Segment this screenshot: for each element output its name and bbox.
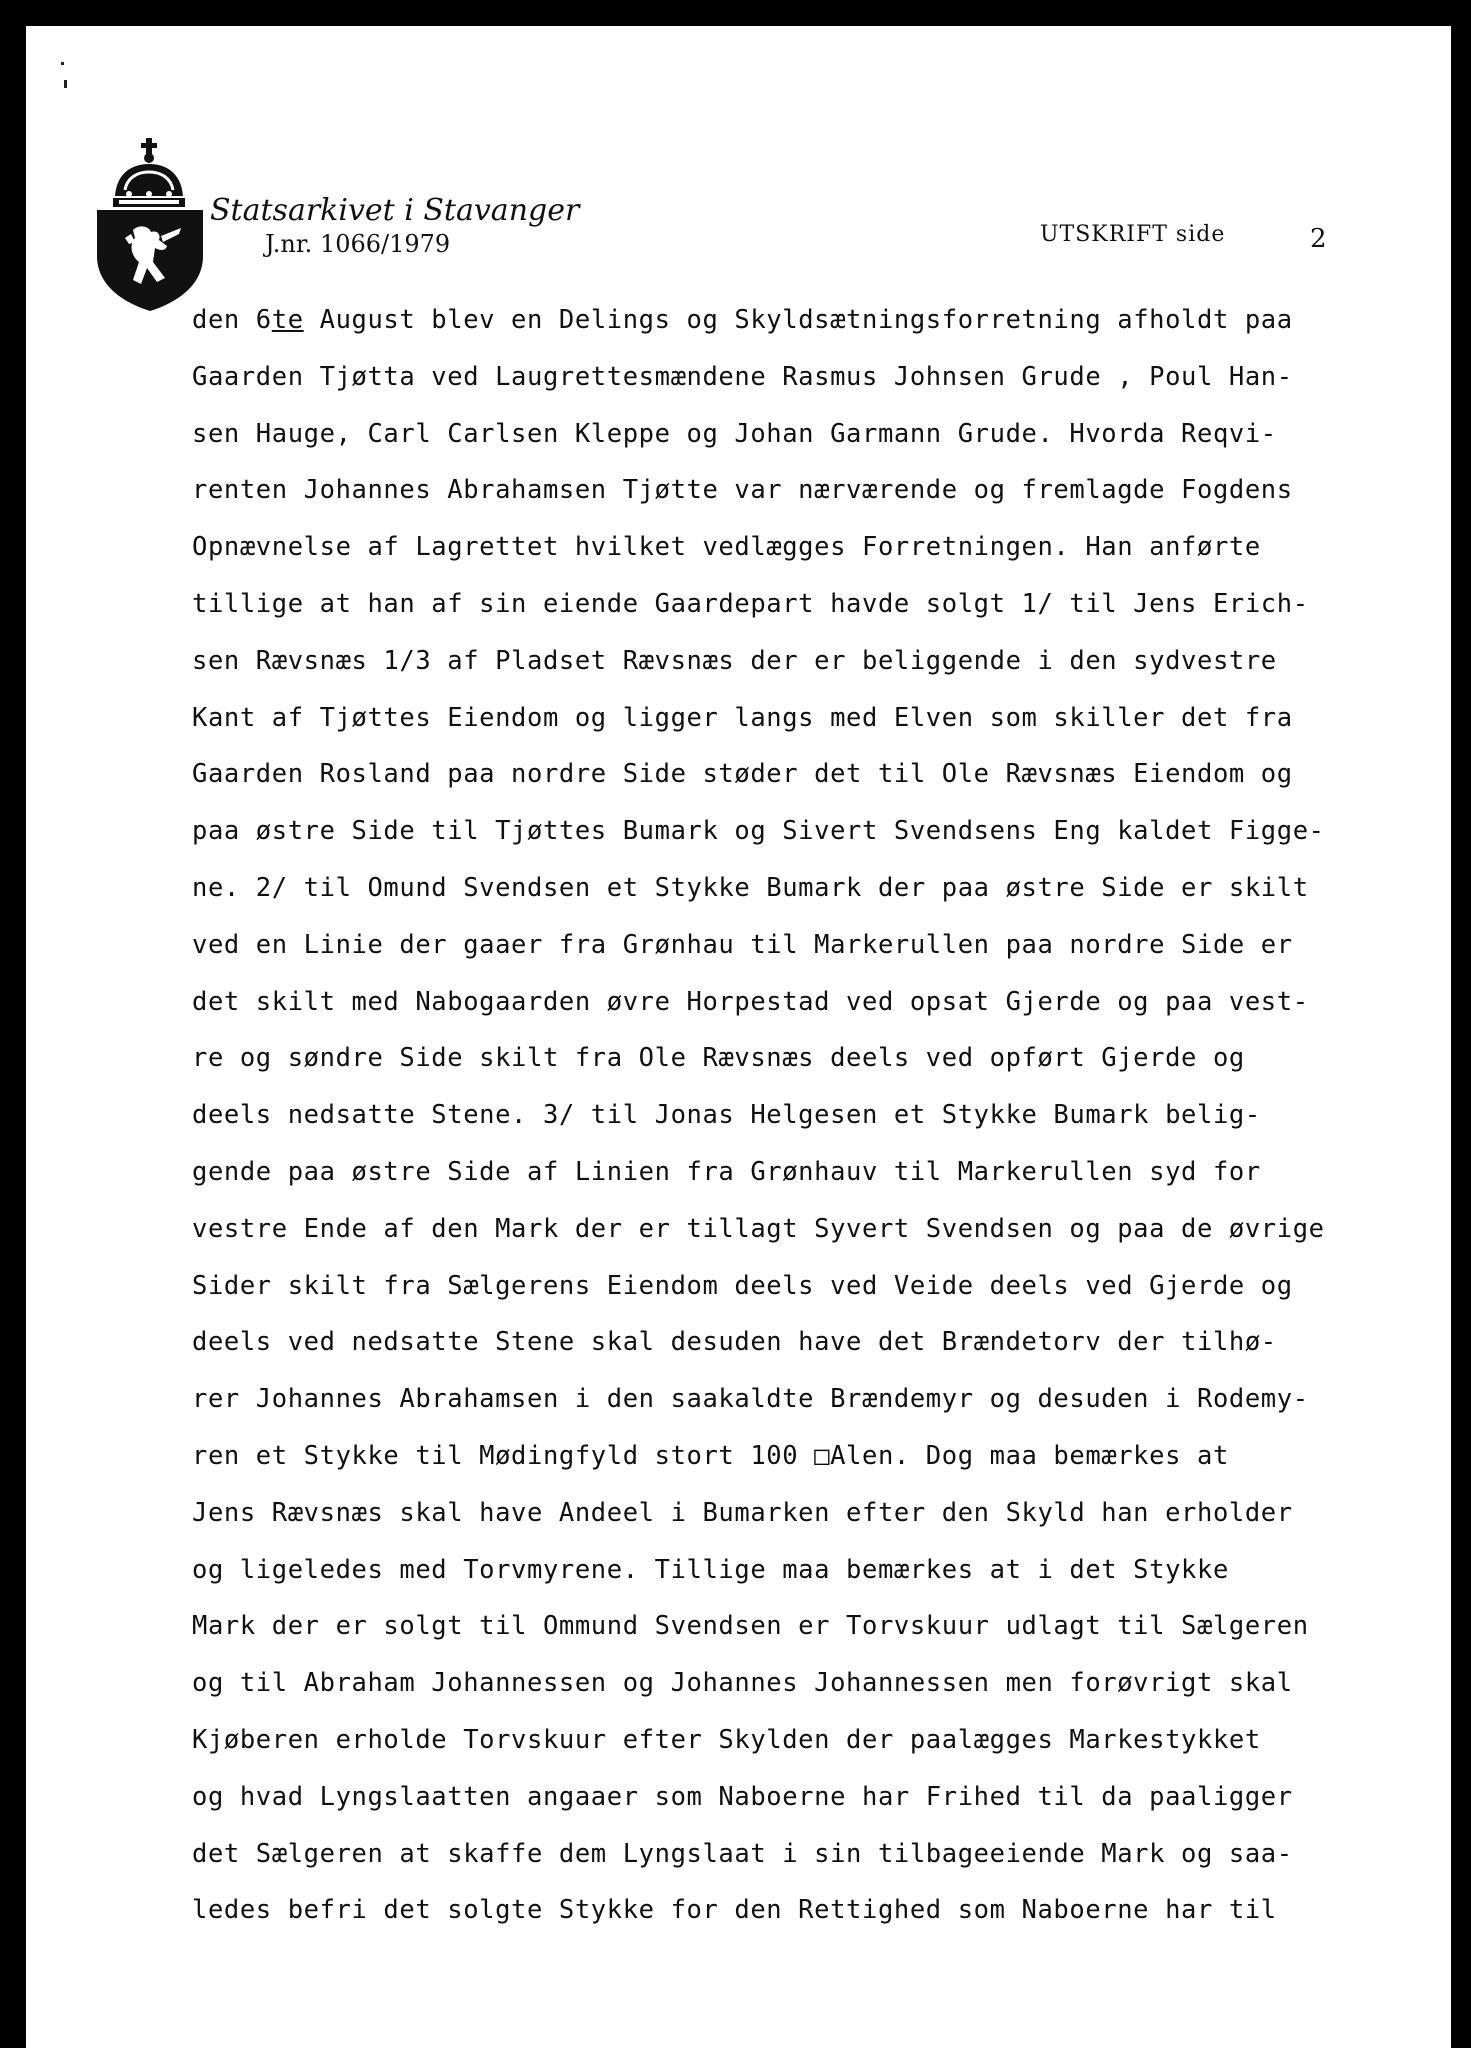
text-line: Kjøberen erholde Torvskuur efter Skylden der paalægges Markestykket bbox=[192, 1724, 1261, 1755]
text-line: ved en Linie der gaaer fra Grønhau til Markerullen paa nordre Side er bbox=[192, 929, 1293, 960]
text-line: ledes befri det solgte Stykke for den Rettighed som Naboerne har til bbox=[192, 1895, 1277, 1926]
text-line: deels nedsatte Stene. 3/ til Jonas Helgesen et Stykke Bumark belig- bbox=[192, 1100, 1261, 1131]
text-line bbox=[192, 292, 1412, 349]
text-line: ren et Stykke til Mødingfyld stort 100 □Alen. Dog maa bemærkes at bbox=[192, 1440, 1229, 1471]
text-line: sen Rævsnæs 1/3 af Pladset Rævsnæs der er beliggende i den sydvestre bbox=[192, 645, 1277, 676]
text-line: deels ved nedsatte Stene skal desuden have det Brændetorv der tilhø- bbox=[192, 1327, 1277, 1358]
archive-name: Statsarkivet i Stavanger bbox=[210, 193, 580, 228]
margin-mark bbox=[64, 80, 67, 88]
underlined-text: te bbox=[271, 305, 304, 335]
text-segment: August blev en Delings og Skyldsætningsforretning afholdt paa bbox=[303, 305, 1293, 335]
text-line: vestre Ende af den Mark der er tillagt Syvert Svendsen og paa de øvrige bbox=[192, 1213, 1325, 1244]
text-line: Opnævnelse af Lagrettet hvilket vedlægges Forretningen. Han anførte bbox=[192, 532, 1261, 563]
text-line: ne. 2/ til Omund Svendsen et Stykke Bumark der paa østre Side er skilt bbox=[192, 872, 1309, 903]
text-line: Kant af Tjøttes Eiendom og ligger langs med Elven som skiller det fra bbox=[192, 702, 1293, 733]
text-segment: den 6 bbox=[192, 305, 272, 335]
text-line: sen Hauge, Carl Carlsen Kleppe og Johan Garmann Grude. Hvorda Reqvi- bbox=[192, 418, 1277, 449]
text-line: renten Johannes Abrahamsen Tjøtte var nærværende og fremlagde Fogdens bbox=[192, 475, 1293, 506]
text-line: Gaarden Tjøtta ved Laugrettesmændene Rasmus Johnsen Grude , Poul Han- bbox=[192, 361, 1293, 392]
margin-mark bbox=[61, 62, 64, 65]
text-line: rer Johannes Abrahamsen i den saakaldte Brændemyr og desuden i Rodemy- bbox=[192, 1384, 1309, 1415]
utskrift-label: UTSKRIFT side bbox=[1040, 222, 1226, 247]
text-line: Mark der er solgt til Ommund Svendsen er Torvskuur udlagt til Sælgeren bbox=[192, 1611, 1309, 1642]
page-number: 2 bbox=[1310, 224, 1327, 254]
coat-of-arms-icon bbox=[95, 138, 205, 312]
text-line: Sider skilt fra Sælgerens Eiendom deels ved Veide deels ved Gjerde og bbox=[192, 1270, 1293, 1301]
document-body bbox=[192, 292, 1412, 1939]
text-line: og hvad Lyngslaatten angaaer som Naboerne har Frihed til da paaligger bbox=[192, 1781, 1293, 1812]
text-line: gende paa østre Side af Linien fra Grønhauv til Markerullen syd for bbox=[192, 1156, 1261, 1187]
text-line: paa østre Side til Tjøttes Bumark og Sivert Svendsens Eng kaldet Figge- bbox=[192, 816, 1325, 847]
text-line: og ligeledes med Torvmyrene. Tillige maa bemærkes at i det Stykke bbox=[192, 1554, 1229, 1585]
text-line: og til Abraham Johannessen og Johannes Johannessen men forøvrigt skal bbox=[192, 1668, 1293, 1699]
text-line: Jens Rævsnæs skal have Andeel i Bumarken efter den Skyld han erholder bbox=[192, 1497, 1293, 1528]
journal-number: J.nr. 1066/1979 bbox=[265, 230, 451, 258]
text-line: Gaarden Rosland paa nordre Side støder det til Ole Rævsnæs Eiendom og bbox=[192, 759, 1293, 790]
text-line: det Sælgeren at skaffe dem Lyngslaat i sin tilbageeiende Mark og saa- bbox=[192, 1838, 1293, 1869]
text-line: re og søndre Side skilt fra Ole Rævsnæs deels ved opført Gjerde og bbox=[192, 1043, 1245, 1074]
text-line: tillige at han af sin eiende Gaardepart havde solgt 1/ til Jens Erich- bbox=[192, 588, 1309, 619]
text-line: det skilt med Nabogaarden øvre Horpestad ved opsat Gjerde og paa vest- bbox=[192, 986, 1309, 1017]
